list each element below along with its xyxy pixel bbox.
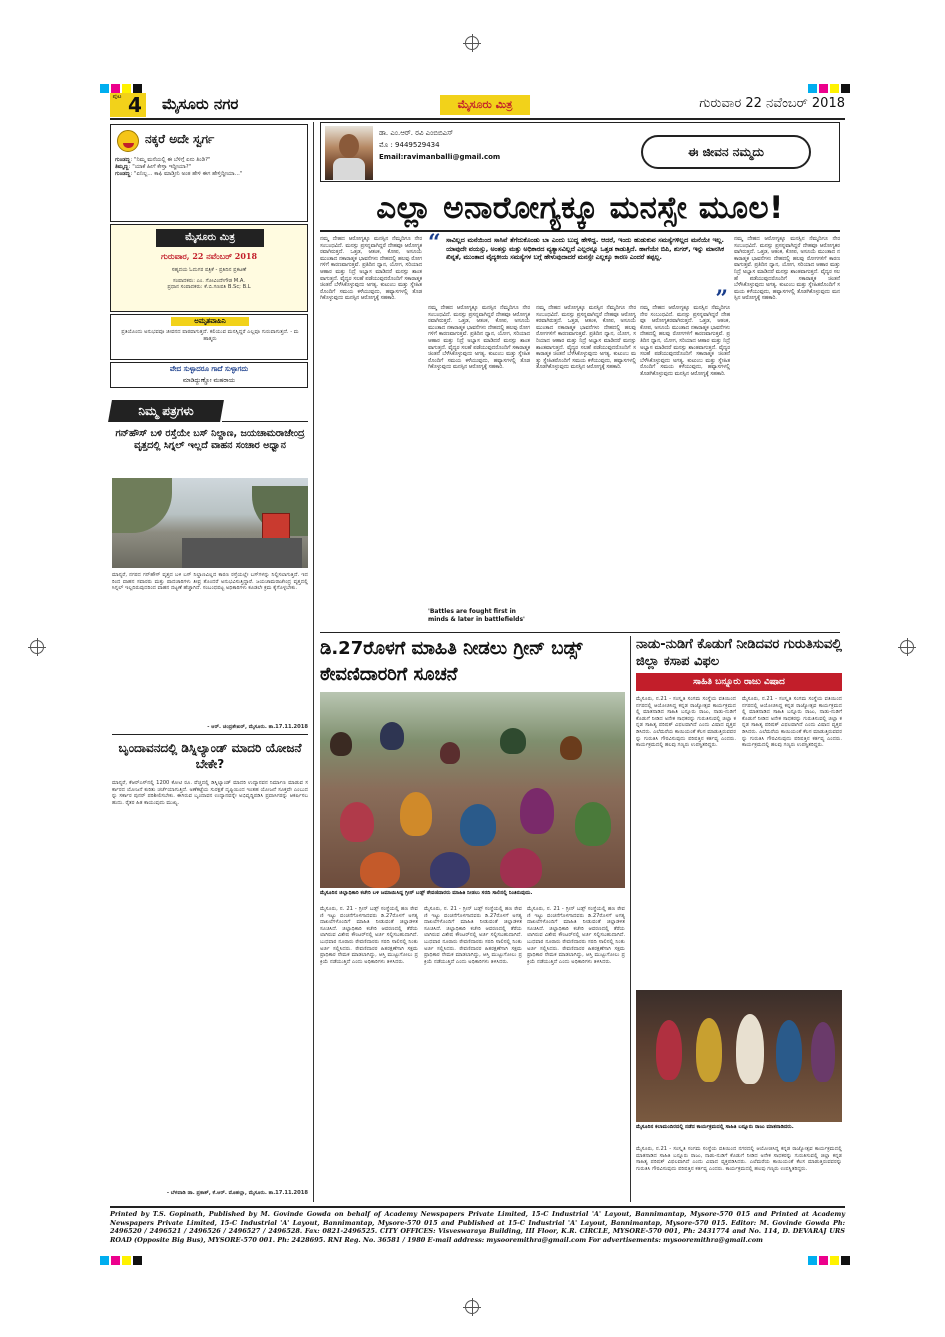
article-col-3: ನಮ್ಮ ದೇಹದ ಆರೋಗ್ಯಕ್ಕೂ ಮನಸ್ಸಿನ ನೆಮ್ಮದಿಗೂ ನೇರ ಸಂಬಂಧವಿದೆ. ಮನಸ್ಸು ಪ್ರಸನ್ನವಾಗಿದ್ದರೆ ದೇಹವೂ ಆರೋಗ್ಯಕರವಾಗಿರುತ್ತದೆ. ಒತ್ತಡ, ಆತಂಕ, ಕೋಪ, ಅಸೂಯೆ ಮುಂತಾದ ನಕಾರಾತ್ಮಕ ಭಾವನೆಗಳು ದೇಹದಲ್ಲಿ ಹಲವು ರೋಗಗಳಿಗೆ ಕಾರಣವಾಗುತ್ತವೆ. ಪ್ರತಿದಿನ ಧ್ಯಾನ, ಯೋಗ, ಸರಿಯಾದ ಆಹಾರ ಮತ್ತು ನಿದ್ರೆ ಅಭ್ಯಾಸ ಮಾಡಿದರೆ ಮನಸ್ಸು ಶಾಂತವಾಗುತ್ತದೆ. ವೈದ್ಯರ ಸಲಹೆ ಪಡೆಯುವುದರೊಂದಿಗೆ ಸಕಾರಾತ್ಮಕ ಚಿಂತನೆ ಬೆಳೆಸಿಕೊಳ್ಳುವುದು ಅಗತ್ಯ. ಕುಟುಂಬ ಮತ್ತು ಸ್ನೇಹಿತರೊಂದಿಗೆ ಸಮಯ ಕಳೆಯುವುದು, ಹವ್ಯಾಸಗಳಲ್ಲಿ ತೊಡಗಿಕೊಳ್ಳುವುದು ಮನಸ್ಸಿನ ಆರೋಗ್ಯಕ್ಕೆ ಸಹಕಾರಿ. <box>536 305 636 371</box>
column-title: ಈ ಜೀವನ ನಮ್ಮದು <box>688 145 764 159</box>
article-bottom-rule <box>320 632 840 633</box>
section-name: ಮೈಸೂರು ನಗರ <box>162 95 239 113</box>
proverb-text: ಮಾಡಿದ್ದುಣ್ಣೋ ಮಹರಾಯ <box>182 377 236 384</box>
amrutha-box <box>110 314 308 360</box>
registration-mark-right <box>900 640 914 654</box>
page-label: ಪುಟ <box>110 93 124 117</box>
proverb-box <box>110 362 308 388</box>
humor-line: ತಿಮ್ಮಣ್ಣ: "ಯಾಕೆ ಹೀಗೆ ಕೇಳ್ತಾ ಇದ್ದೀಯಾ?" <box>115 164 192 170</box>
humor-dialog <box>115 157 303 178</box>
story1-col-3: ಮೈಸೂರು, ನ. 21 - ಗ್ರೀನ್ ಬಡ್ಸ್ ಸಂಸ್ಥೆಯಲ್ಲಿ ಹಣ ಠೇವಣಿ ಇಟ್ಟು ವಂಚನೆಗೊಳಗಾದವರು ಡಿ.27ರೊಳಗೆ ಅಗತ್ಯ ದಾಖಲೆಗಳೊಂದಿಗೆ ಮಾಹಿತಿ ನೀಡುವಂತೆ ಜಿಲ್ಲಾಡಳಿತ ಸೂಚಿಸಿದೆ. ಜಿಲ್ಲಾಧಿಕಾರಿ ಕಚೇರಿ ಆವರಣದಲ್ಲಿ ತೆರೆಯಲಾಗಿರುವ ವಿಶೇಷ ಕೌಂಟರ್‌ನಲ್ಲಿ ಅರ್ಜಿ ಸಲ್ಲಿಸಬಹುದಾಗಿದೆ. ಬುಧವಾರ ನೂರಾರು ಠೇವಣಿದಾರರು ಸರದಿ ಸಾಲಿನಲ್ಲಿ ನಿಂತು ಅರ್ಜಿ ಸಲ್ಲಿಸಿದರು. ಠೇವಣಿದಾರರ ಹಿತರಕ್ಷಣೆಗಾಗಿ ಸಕ್ಷಮ ಪ್ರಾಧಿಕಾರ ನೇಮಕ ಮಾಡಲಾಗಿದ್ದು, ಆಸ್ತಿ ಮುಟ್ಟುಗೋಲು ಪ್ರಕ್ರಿಯೆ ನಡೆಯುತ್ತಿದೆ ಎಂದು ಅಧಿಕಾರಿಗಳು ತಿಳಿಸಿದರು. <box>527 906 625 965</box>
article-col-1: ನಮ್ಮ ದೇಹದ ಆರೋಗ್ಯಕ್ಕೂ ಮನಸ್ಸಿನ ನೆಮ್ಮದಿಗೂ ನೇರ ಸಂಬಂಧವಿದೆ. ಮನಸ್ಸು ಪ್ರಸನ್ನವಾಗಿದ್ದರೆ ದೇಹವೂ ಆರೋಗ್ಯಕರವಾಗಿರುತ್ತದೆ. ಒತ್ತಡ, ಆತಂಕ, ಕೋಪ, ಅಸೂಯೆ ಮುಂತಾದ ನಕಾರಾತ್ಮಕ ಭಾವನೆಗಳು ದೇಹದಲ್ಲಿ ಹಲವು ರೋಗಗಳಿಗೆ ಕಾರಣವಾಗುತ್ತವೆ. ಪ್ರತಿದಿನ ಧ್ಯಾನ, ಯೋಗ, ಸರಿಯಾದ ಆಹಾರ ಮತ್ತು ನಿದ್ರೆ ಅಭ್ಯಾಸ ಮಾಡಿದರೆ ಮನಸ್ಸು ಶಾಂತವಾಗುತ್ತದೆ. ವೈದ್ಯರ ಸಲಹೆ ಪಡೆಯುವುದರೊಂದಿಗೆ ಸಕಾರಾತ್ಮಕ ಚಿಂತನೆ ಬೆಳೆಸಿಕೊಳ್ಳುವುದು ಅಗತ್ಯ. ಕುಟುಂಬ ಮತ್ತು ಸ್ನೇಹಿತರೊಂದಿಗೆ ಸಮಯ ಕಳೆಯುವುದು, ಹವ್ಯಾಸಗಳಲ್ಲಿ ತೊಡಗಿಕೊಳ್ಳುವುದು ಮನಸ್ಸಿನ ಆರೋಗ್ಯಕ್ಕೆ ಸಹಕಾರಿ. <box>320 236 422 302</box>
story1-headline: ಡಿ.27ರೊಳಗೆ ಮಾಹಿತಿ ನೀಡಲು ಗ್ರೀನ್ ಬಡ್ಸ್ ಠೇವಣಿದಾರರಿಗೆ ಸೂಚನೆ <box>320 638 583 685</box>
letter1-body: ಮಾನ್ಯರೆ, ನಗರದ ಗನ್‌ಹೌಸ್ ವೃತ್ತದ ಬಳಿ ಬಸ್ ನಿಲ್ದಾಣವಿಲ್ಲದ ಕಾರಣ ರಸ್ತೆಯಲ್ಲೇ ಬಸ್‌ಗಳನ್ನು ನಿಲ್ಲಿಸಲಾಗುತ್ತಿದೆ. ಇದರಿಂದ ವಾಹನ ಸವಾರರು ಮತ್ತು ಪಾದಚಾರಿಗಳು ತೀವ್ರ ತೊಂದರೆ ಅನುಭವಿಸುತ್ತಿದ್ದಾರೆ. ಜಯಚಾಮರಾಜೇಂದ್ರ ವೃತ್ತದಲ್ಲಿ ಸಿಗ್ನಲ್ ಇಲ್ಲದಿರುವುದರಿಂದ ವಾಹನ ದಟ್ಟಣೆ ಹೆಚ್ಚಾಗಿದೆ. ಸಂಬಂಧಪಟ್ಟ ಅಧಿಕಾರಿಗಳು ಕೂಡಲೇ ಕ್ರಮ ಕೈಗೊಳ್ಳಬೇಕು. <box>112 572 308 592</box>
laughing-face-icon <box>117 130 139 152</box>
letter1-signature: - ಆರ್. ಚಂದ್ರಶೇಖರ್, ಮೈಸೂರು. ತಾ.17.11.2018 <box>207 724 308 730</box>
pull-quote-text: ಸಾವಿಲ್ಲದ ಮನೆಯಿಂದ ಸಾಸಿವೆ ತೆಗೆದುಕೊಂಡು ಬಾ ಎಂದು ಬುದ್ಧ ಹೇಳಿದ್ದ. ಆದರೆ, ಇಂದು ಹುಡುಕುವ ಸಮಸ್ಯೆಗಳಿಲ್ಲದ ಮನೆಯೇ ಇಲ್ಲ. ಯಾವುದೇ ವಯಸ್ಸು, ಅಂತಸ್ತು ಮತ್ತು ಅಧಿಕಾರದ ವ್ಯತ್ಯಾಸವಿಲ್ಲದೆ ಎಲ್ಲರನ್ನೂ ಒತ್ತಡ ಕಾಡುತ್ತಿದೆ. ಹಾಗೆಯೇ ಬಿಪಿ, ಶುಗರ್, ಇನ್ನು ಮಾನಸಿಕ ಖಿನ್ನತೆ, ಮುಂತಾದ ವೈದ್ಯಕೀಯ ಸಮಸ್ಯೆಗಳ ಬಗ್ಗೆ ಹೇಳುವುದಾದರೆ ಮನಸ್ಸೇ ಎಲ್ಲಕ್ಕೂ ಕಾರಣ ಎಂದರೆ ತಪ್ಪಲ್ಲ. <box>446 236 724 261</box>
letter2-signature: - ಬೆಳವಾಡಿ ಡಾ. ಪ್ರಕಾಶ್, ಕೆ.ಆರ್. ಮೊಹಲ್ಲಾ, ಮೈಸೂರು. ತಾ.17.11.2018 <box>166 1190 308 1196</box>
story2-byline-box <box>636 673 842 691</box>
pull-quote-box <box>428 230 728 312</box>
paper-logo: ಮೈಸೂರು ಮಿತ್ರ <box>156 229 264 247</box>
kasapa-event-photo <box>636 990 842 1122</box>
info-line: ಸಂಪಾದಕರು: ಎಂ. ಗೋವಿಂದೇಗೌಡ M.A. <box>172 277 246 284</box>
letter1-headline: ಗನ್‌ಹೌಸ್ ಬಳಿ ರಸ್ತೆಯೇ ಬಸ್ ನಿಲ್ದಾಣ, ಜಯಚಾಮರಾಜೇಂದ್ರ ವೃತ್ತದಲ್ಲಿ ಸಿಗ್ನಲ್ ಇಲ್ಲದೆ ವಾಹನ ಸಂಚಾರ ಅಧ್ವಾನ <box>115 428 305 451</box>
info-line: ಪ್ರಧಾನ ಸಂಪಾದಕರು: ಕೆ.ಬಿ.ಗಣಪತಿ B.Sc; B.L <box>167 284 251 291</box>
story1-caption: ಮೈಸೂರಿನ ಜಿಲ್ಲಾಧಿಕಾರಿ ಕಚೇರಿ ಬಳಿ ಜಮಾಯಿಸಿದ್ದ ಗ್ರೀನ್ ಬಡ್ಸ್ ಠೇವಣಿದಾರರು ಮಾಹಿತಿ ನೀಡಲು ಸರದಿ ಸಾಲಿನಲ್ಲಿ ನಿಂತಿರುವುದು. <box>320 890 533 896</box>
story2-byline: ಸಾಹಿತಿ ಬನ್ನೂರು ರಾಜು ವಿಷಾದ <box>693 677 785 687</box>
color-bar-bottom-right <box>808 1250 852 1269</box>
story-separator <box>630 636 631 1202</box>
letter2-headline: ಬೃಂದಾವನದಲ್ಲಿ ಡಿಸ್ನಿಲ್ಯಾಂಡ್ ಮಾದರಿ ಯೋಜನೆ ಬೇಕೇ? <box>118 741 302 771</box>
info-line: ಸಹೃದಯ ಓದುಗರ ಪತ್ರಿಕೆ - ಪ್ರತಿದಿನ ಪ್ರಕಟಣೆ <box>171 267 247 273</box>
story1-col-1: ಮೈಸೂರು, ನ. 21 - ಗ್ರೀನ್ ಬಡ್ಸ್ ಸಂಸ್ಥೆಯಲ್ಲಿ ಹಣ ಠೇವಣಿ ಇಟ್ಟು ವಂಚನೆಗೊಳಗಾದವರು ಡಿ.27ರೊಳಗೆ ಅಗತ್ಯ ದಾಖಲೆಗಳೊಂದಿಗೆ ಮಾಹಿತಿ ನೀಡುವಂತೆ ಜಿಲ್ಲಾಡಳಿತ ಸೂಚಿಸಿದೆ. ಜಿಲ್ಲಾಧಿಕಾರಿ ಕಚೇರಿ ಆವರಣದಲ್ಲಿ ತೆರೆಯಲಾಗಿರುವ ವಿಶೇಷ ಕೌಂಟರ್‌ನಲ್ಲಿ ಅರ್ಜಿ ಸಲ್ಲಿಸಬಹುದಾಗಿದೆ. ಬುಧವಾರ ನೂರಾರು ಠೇವಣಿದಾರರು ಸರದಿ ಸಾಲಿನಲ್ಲಿ ನಿಂತು ಅರ್ಜಿ ಸಲ್ಲಿಸಿದರು. ಠೇವಣಿದಾರರ ಹಿತರಕ್ಷಣೆಗಾಗಿ ಸಕ್ಷಮ ಪ್ರಾಧಿಕಾರ ನೇಮಕ ಮಾಡಲಾಗಿದ್ದು, ಆಸ್ತಿ ಮುಟ್ಟುಗೋಲು ಪ್ರಕ್ರಿಯೆ ನಡೆಯುತ್ತಿದೆ ಎಂದು ಅಧಿಕಾರಿಗಳು ತಿಳಿಸಿದರು. <box>320 906 418 965</box>
amrutha-title: ಅಮೃತವಾಹಿನಿ <box>171 317 249 326</box>
author-phone: ಮೊ : 9449529434 <box>379 141 440 149</box>
letter2-body: ಮಾನ್ಯರೆ, ಕೆಆರ್‌ಎಸ್‌ನಲ್ಲಿ 1200 ಕೋಟಿ ರೂ. ವೆಚ್ಚದಲ್ಲಿ ಡಿಸ್ನಿಲ್ಯಾಂಡ್ ಮಾದರಿ ಉದ್ಯಾನವನ ನಿರ್ಮಾಣ ಮಾಡುವ ಸರ್ಕಾರದ ಯೋಜನೆ ಕುರಿತು ಚರ್ಚೆಯಾಗುತ್ತಿದೆ. ಅಣೆಕಟ್ಟೆಯ ಸುರಕ್ಷತೆ ದೃಷ್ಟಿಯಿಂದ ಇಂತಹ ಯೋಜನೆ ಸೂಕ್ತವೇ ಎಂಬುದನ್ನು ಸರ್ಕಾರ ಪುನರ್ ಪರಿಶೀಲಿಸಬೇಕು. ಈಗಿರುವ ಬೃಂದಾವನ ಉದ್ಯಾನವನ್ನೇ ಅಭಿವೃದ್ಧಿಪಡಿಸಿ ಪ್ರವಾಸಿಗರನ್ನು ಆಕರ್ಷಿಸಬಹುದು. ರೈತರ ಹಿತ ಕಾಯುವುದು ಮುಖ್ಯ. <box>112 780 308 806</box>
humor-line: ಗುಂಡಣ್ಣ: "ನಿಮ್ಮ ಮನೆಯಲ್ಲಿ ಈ ಬೆಳಿಗ್ಗೆ ಏನು ತಿಂಡಿ?" <box>115 157 211 163</box>
story2-caption: ಮೈಸೂರಿನ ಕಲಾಮಂದಿರದಲ್ಲಿ ನಡೆದ ಕಾರ್ಯಕ್ರಮದಲ್ಲಿ ಸಾಹಿತಿ ಬನ್ನೂರು ರಾಜು ಮಾತನಾಡಿದರು. <box>636 1124 794 1130</box>
story2-col-tail: ಮೈಸೂರು, ನ.21 - ಸಂಸ್ಕೃತಿ ಸಂಗಮ ಸಂಸ್ಥೆಯ ವತಿಯಿಂದ ನಗರದಲ್ಲಿ ಆಯೋಜಿಸಿದ್ದ ಕನ್ನಡ ರಾಜ್ಯೋತ್ಸವ ಕಾರ್ಯಕ್ರಮದಲ್ಲಿ ಮಾತನಾಡಿದ ಸಾಹಿತಿ ಬನ್ನೂರು ರಾಜು, ನಾಡು-ನುಡಿಗೆ ಕೊಡುಗೆ ನೀಡಿದ ಅನೇಕ ಸಾಧಕರನ್ನು ಗುರುತಿಸುವಲ್ಲಿ ಜಿಲ್ಲಾ ಕನ್ನಡ ಸಾಹಿತ್ಯ ಪರಿಷತ್ ವಿಫಲವಾಗಿದೆ ಎಂದು ವಿಷಾದ ವ್ಯಕ್ತಪಡಿಸಿದರು. ಎಲೆಮರೆಯ ಕಾಯಿಯಂತೆ ಕೆಲಸ ಮಾಡುತ್ತಿರುವವರನ್ನು ಗುರುತಿಸಿ ಗೌರವಿಸುವುದು ಪರಿಷತ್ತಿನ ಕರ್ತವ್ಯ ಎಂದರು. ಕಾರ್ಯಕ್ರಮದಲ್ಲಿ ಹಲವು ಗಣ್ಯರು ಉಪಸ್ಥಿತರಿದ್ದರು. <box>636 1146 842 1172</box>
story2-headline: ನಾಡು-ನುಡಿಗೆ ಕೊಡುಗೆ ನೀಡಿದವರ ಗುರುತಿಸುವಲ್ಲಿ ಜಿಲ್ಲಾ ಕಸಾಪ ವಿಫಲ <box>636 637 843 669</box>
column-separator <box>313 122 314 1202</box>
story2-col-2: ಮೈಸೂರು, ನ.21 - ಸಂಸ್ಕೃತಿ ಸಂಗಮ ಸಂಸ್ಥೆಯ ವತಿಯಿಂದ ನಗರದಲ್ಲಿ ಆಯೋಜಿಸಿದ್ದ ಕನ್ನಡ ರಾಜ್ಯೋತ್ಸವ ಕಾರ್ಯಕ್ರಮದಲ್ಲಿ ಮಾತನಾಡಿದ ಸಾಹಿತಿ ಬನ್ನೂರು ರಾಜು, ನಾಡು-ನುಡಿಗೆ ಕೊಡುಗೆ ನೀಡಿದ ಅನೇಕ ಸಾಧಕರನ್ನು ಗುರುತಿಸುವಲ್ಲಿ ಜಿಲ್ಲಾ ಕನ್ನಡ ಸಾಹಿತ್ಯ ಪರಿಷತ್ ವಿಫಲವಾಗಿದೆ ಎಂದು ವಿಷಾದ ವ್ಯಕ್ತಪಡಿಸಿದರು. ಎಲೆಮರೆಯ ಕಾಯಿಯಂತೆ ಕೆಲಸ ಮಾಡುತ್ತಿರುವವರನ್ನು ಗುರುತಿಸಿ ಗೌರವಿಸುವುದು ಪರಿಷತ್ತಿನ ಕರ್ತವ್ಯ ಎಂದರು. ಕಾರ್ಯಕ್ರಮದಲ್ಲಿ ಹಲವು ಗಣ್ಯರು ಉಪಸ್ಥಿತರಿದ್ದರು. <box>742 696 842 749</box>
bus-shape <box>262 513 290 541</box>
article-col-2: ನಮ್ಮ ದೇಹದ ಆರೋಗ್ಯಕ್ಕೂ ಮನಸ್ಸಿನ ನೆಮ್ಮದಿಗೂ ನೇರ ಸಂಬಂಧವಿದೆ. ಮನಸ್ಸು ಪ್ರಸನ್ನವಾಗಿದ್ದರೆ ದೇಹವೂ ಆರೋಗ್ಯಕರವಾಗಿರುತ್ತದೆ. ಒತ್ತಡ, ಆತಂಕ, ಕೋಪ, ಅಸೂಯೆ ಮುಂತಾದ ನಕಾರಾತ್ಮಕ ಭಾವನೆಗಳು ದೇಹದಲ್ಲಿ ಹಲವು ರೋಗಗಳಿಗೆ ಕಾರಣವಾಗುತ್ತವೆ. ಪ್ರತಿದಿನ ಧ್ಯಾನ, ಯೋಗ, ಸರಿಯಾದ ಆಹಾರ ಮತ್ತು ನಿದ್ರೆ ಅಭ್ಯಾಸ ಮಾಡಿದರೆ ಮನಸ್ಸು ಶಾಂತವಾಗುತ್ತದೆ. ವೈದ್ಯರ ಸಲಹೆ ಪಡೆಯುವುದರೊಂದಿಗೆ ಸಕಾರಾತ್ಮಕ ಚಿಂತನೆ ಬೆಳೆಸಿಕೊಳ್ಳುವುದು ಅಗತ್ಯ. ಕುಟುಂಬ ಮತ್ತು ಸ್ನೇಹಿತರೊಂದಿಗೆ ಸಮಯ ಕಳೆಯುವುದು, ಹವ್ಯಾಸಗಳಲ್ಲಿ ತೊಡಗಿಕೊಳ್ಳುವುದು ಮನಸ್ಸಿನ ಆರೋಗ್ಯಕ್ಕೆ ಸಹಕಾರಿ. <box>428 305 530 371</box>
paper-date-line: ಗುರುವಾರ, 22 ನವೆಂಬರ್ 2018 <box>160 251 258 261</box>
inline-quote: 'Battles are fought first in minds & later in battlefields' <box>428 608 525 623</box>
paper-info-box <box>110 224 308 312</box>
amrutha-text: ಪ್ರತಿಯೊಂದು ಅನುಭವವೂ ಜೀವನದ ಪಾಠವಾಗುತ್ತದೆ. ಕಲಿಯುವ ಮನಸ್ಸಿದ್ದರೆ ಎಲ್ಲವೂ ಗುರುವಾಗುತ್ತದೆ. - ಮಹಾತ್ಮರು <box>121 329 299 342</box>
author-photo <box>325 126 373 180</box>
humor-title: ನಕ್ಕರೆ ಅದೇ ಸ್ವರ್ಗ <box>145 132 215 146</box>
story1-col-2: ಮೈಸೂರು, ನ. 21 - ಗ್ರೀನ್ ಬಡ್ಸ್ ಸಂಸ್ಥೆಯಲ್ಲಿ ಹಣ ಠೇವಣಿ ಇಟ್ಟು ವಂಚನೆಗೊಳಗಾದವರು ಡಿ.27ರೊಳಗೆ ಅಗತ್ಯ ದಾಖಲೆಗಳೊಂದಿಗೆ ಮಾಹಿತಿ ನೀಡುವಂತೆ ಜಿಲ್ಲಾಡಳಿತ ಸೂಚಿಸಿದೆ. ಜಿಲ್ಲಾಧಿಕಾರಿ ಕಚೇರಿ ಆವರಣದಲ್ಲಿ ತೆರೆಯಲಾಗಿರುವ ವಿಶೇಷ ಕೌಂಟರ್‌ನಲ್ಲಿ ಅರ್ಜಿ ಸಲ್ಲಿಸಬಹುದಾಗಿದೆ. ಬುಧವಾರ ನೂರಾರು ಠೇವಣಿದಾರರು ಸರದಿ ಸಾಲಿನಲ್ಲಿ ನಿಂತು ಅರ್ಜಿ ಸಲ್ಲಿಸಿದರು. ಠೇವಣಿದಾರರ ಹಿತರಕ್ಷಣೆಗಾಗಿ ಸಕ್ಷಮ ಪ್ರಾಧಿಕಾರ ನೇಮಕ ಮಾಡಲಾಗಿದ್ದು, ಆಸ್ತಿ ಮುಟ್ಟುಗೋಲು ಪ್ರಕ್ರಿಯೆ ನಡೆಯುತ್ತಿದೆ ಎಂದು ಅಧಿಕಾರಿಗಳು ತಿಳಿಸಿದರು. <box>424 906 522 965</box>
letters-rule <box>222 421 308 422</box>
page-date: ಗುರುವಾರ 22 ನವೆಂಬರ್ 2018 <box>699 96 845 111</box>
proverb-title: ವೇದ ಸುಳ್ಳಾದರೂ ಗಾದೆ ಸುಳ್ಳಾಗದು <box>169 365 249 373</box>
color-bar-bottom <box>100 1250 144 1269</box>
column-title-badge <box>641 135 811 169</box>
bus-stand-photo <box>112 478 308 568</box>
article-col-4: ನಮ್ಮ ದೇಹದ ಆರೋಗ್ಯಕ್ಕೂ ಮನಸ್ಸಿನ ನೆಮ್ಮದಿಗೂ ನೇರ ಸಂಬಂಧವಿದೆ. ಮನಸ್ಸು ಪ್ರಸನ್ನವಾಗಿದ್ದರೆ ದೇಹವೂ ಆರೋಗ್ಯಕರವಾಗಿರುತ್ತದೆ. ಒತ್ತಡ, ಆತಂಕ, ಕೋಪ, ಅಸೂಯೆ ಮುಂತಾದ ನಕಾರಾತ್ಮಕ ಭಾವನೆಗಳು ದೇಹದಲ್ಲಿ ಹಲವು ರೋಗಗಳಿಗೆ ಕಾರಣವಾಗುತ್ತವೆ. ಪ್ರತಿದಿನ ಧ್ಯಾನ, ಯೋಗ, ಸರಿಯಾದ ಆಹಾರ ಮತ್ತು ನಿದ್ರೆ ಅಭ್ಯಾಸ ಮಾಡಿದರೆ ಮನಸ್ಸು ಶಾಂತವಾಗುತ್ತದೆ. ವೈದ್ಯರ ಸಲಹೆ ಪಡೆಯುವುದರೊಂದಿಗೆ ಸಕಾರಾತ್ಮಕ ಚಿಂತನೆ ಬೆಳೆಸಿಕೊಳ್ಳುವುದು ಅಗತ್ಯ. ಕುಟುಂಬ ಮತ್ತು ಸ್ನೇಹಿತರೊಂದಿಗೆ ಸಮಯ ಕಳೆಯುವುದು, ಹವ್ಯಾಸಗಳಲ್ಲಿ ತೊಡಗಿಕೊಳ್ಳುವುದು ಮನಸ್ಸಿನ ಆರೋಗ್ಯಕ್ಕೆ ಸಹಕಾರಿ. <box>640 305 730 377</box>
story2-col-1: ಮೈಸೂರು, ನ.21 - ಸಂಸ್ಕೃತಿ ಸಂಗಮ ಸಂಸ್ಥೆಯ ವತಿಯಿಂದ ನಗರದಲ್ಲಿ ಆಯೋಜಿಸಿದ್ದ ಕನ್ನಡ ರಾಜ್ಯೋತ್ಸವ ಕಾರ್ಯಕ್ರಮದಲ್ಲಿ ಮಾತನಾಡಿದ ಸಾಹಿತಿ ಬನ್ನೂರು ರಾಜು, ನಾಡು-ನುಡಿಗೆ ಕೊಡುಗೆ ನೀಡಿದ ಅನೇಕ ಸಾಧಕರನ್ನು ಗುರುತಿಸುವಲ್ಲಿ ಜಿಲ್ಲಾ ಕನ್ನಡ ಸಾಹಿತ್ಯ ಪರಿಷತ್ ವಿಫಲವಾಗಿದೆ ಎಂದು ವಿಷಾದ ವ್ಯಕ್ತಪಡಿಸಿದರು. ಎಲೆಮರೆಯ ಕಾಯಿಯಂತೆ ಕೆಲಸ ಮಾಡುತ್ತಿರುವವರನ್ನು ಗುರುತಿಸಿ ಗೌರವಿಸುವುದು ಪರಿಷತ್ತಿನ ಕರ್ತವ್ಯ ಎಂದರು. ಕಾರ್ಯಕ್ರಮದಲ್ಲಿ ಹಲವು ಗಣ್ಯರು ಉಪಸ್ಥಿತರಿದ್ದರು. <box>636 696 736 749</box>
paper-info-lines <box>115 267 303 291</box>
registration-mark-top <box>465 36 479 50</box>
author-email[interactable]: Email:ravimanballi@gmail.com <box>379 153 501 161</box>
humor-box <box>110 124 308 222</box>
letters-title: ನಿಮ್ಮ ಪತ್ರಗಳು <box>138 404 194 418</box>
footer-rule <box>110 1206 845 1208</box>
article-col-5: ನಮ್ಮ ದೇಹದ ಆರೋಗ್ಯಕ್ಕೂ ಮನಸ್ಸಿನ ನೆಮ್ಮದಿಗೂ ನೇರ ಸಂಬಂಧವಿದೆ. ಮನಸ್ಸು ಪ್ರಸನ್ನವಾಗಿದ್ದರೆ ದೇಹವೂ ಆರೋಗ್ಯಕರವಾಗಿರುತ್ತದೆ. ಒತ್ತಡ, ಆತಂಕ, ಕೋಪ, ಅಸೂಯೆ ಮುಂತಾದ ನಕಾರಾತ್ಮಕ ಭಾವನೆಗಳು ದೇಹದಲ್ಲಿ ಹಲವು ರೋಗಗಳಿಗೆ ಕಾರಣವಾಗುತ್ತವೆ. ಪ್ರತಿದಿನ ಧ್ಯಾನ, ಯೋಗ, ಸರಿಯಾದ ಆಹಾರ ಮತ್ತು ನಿದ್ರೆ ಅಭ್ಯಾಸ ಮಾಡಿದರೆ ಮನಸ್ಸು ಶಾಂತವಾಗುತ್ತದೆ. ವೈದ್ಯರ ಸಲಹೆ ಪಡೆಯುವುದರೊಂದಿಗೆ ಸಕಾರಾತ್ಮಕ ಚಿಂತನೆ ಬೆಳೆಸಿಕೊಳ್ಳುವುದು ಅಗತ್ಯ. ಕುಟುಂಬ ಮತ್ತು ಸ್ನೇಹಿತರೊಂದಿಗೆ ಸಮಯ ಕಳೆಯುವುದು, ಹವ್ಯಾಸಗಳಲ್ಲಿ ತೊಡಗಿಕೊಳ್ಳುವುದು ಮನಸ್ಸಿನ ಆರೋಗ್ಯಕ್ಕೆ ಸಹಕಾರಿ. <box>734 236 840 302</box>
letters-banner <box>108 400 224 422</box>
depositors-crowd-photo <box>320 692 625 888</box>
footer-imprint: Printed by T.S. Gopinath, Published by M. Govinde Gowda on behalf of Academy Newspapers Private Limited, 15-C Industrial 'A' Layout, Bannimantap, Mysore-570 015 and Printed at Academy Newspapers Private Limited, 15-C Industrial 'A' Layout, Bannimantap, Mysore-570 015 and Published at 15-C Industrial 'A' Layout, Bannimantap, Mysore-570 015. Editor: M. Govinde Gowda Ph: 2496520 / 2496521 / 2496526 / 2496527 / 2496528. Fax: 0821-2496525. CITY OFFICES: Visveswaraya Building, III Floor, K.R. CIRCLE, MYSORE-570 001, Ph: 2431774 and No. 114, D. DEVARAJ URS ROAD (Opposite Big Bus), MYSORE-570 001. Ph: 2428695. RNI Reg. No. 36581 / 1980 E-mail address: mysooremithra@gmail.com For advertisements: mysooremithra@gmail.com <box>110 1210 845 1244</box>
masthead <box>110 93 845 117</box>
quote-open-icon: “ <box>428 230 441 256</box>
letter-divider <box>112 734 308 735</box>
article-headline: ಎಲ್ಲಾ ಅನಾರೋಗ್ಯಕ್ಕೂ ಮನಸ್ಸೇ ಮೂಲ! <box>320 186 840 232</box>
paper-name: ಮೈಸೂರು ಮಿತ್ರ <box>440 95 530 115</box>
author-name: ಡಾ. ಎಂ.ಆರ್. ರವಿ ಎಂಬಿಬಿಎಸ್ <box>379 129 454 137</box>
humor-line: ಗುಂಡಣ್ಣ: "ಏನಿಲ್ಲ... ಕಾಫಿ ಮಾಡ್ತೀನಿ ಅಂತ ಹೇಳಿ ಈಗ ಹೇಳ್ತಿದ್ದೀಯಾ..." <box>115 171 243 177</box>
registration-mark-left <box>30 640 44 654</box>
author-box <box>320 122 840 182</box>
masthead-rule <box>110 118 845 120</box>
registration-mark-bottom <box>465 1300 479 1314</box>
page-number: 4 <box>124 93 146 117</box>
quote-close-icon: ” <box>715 286 728 312</box>
